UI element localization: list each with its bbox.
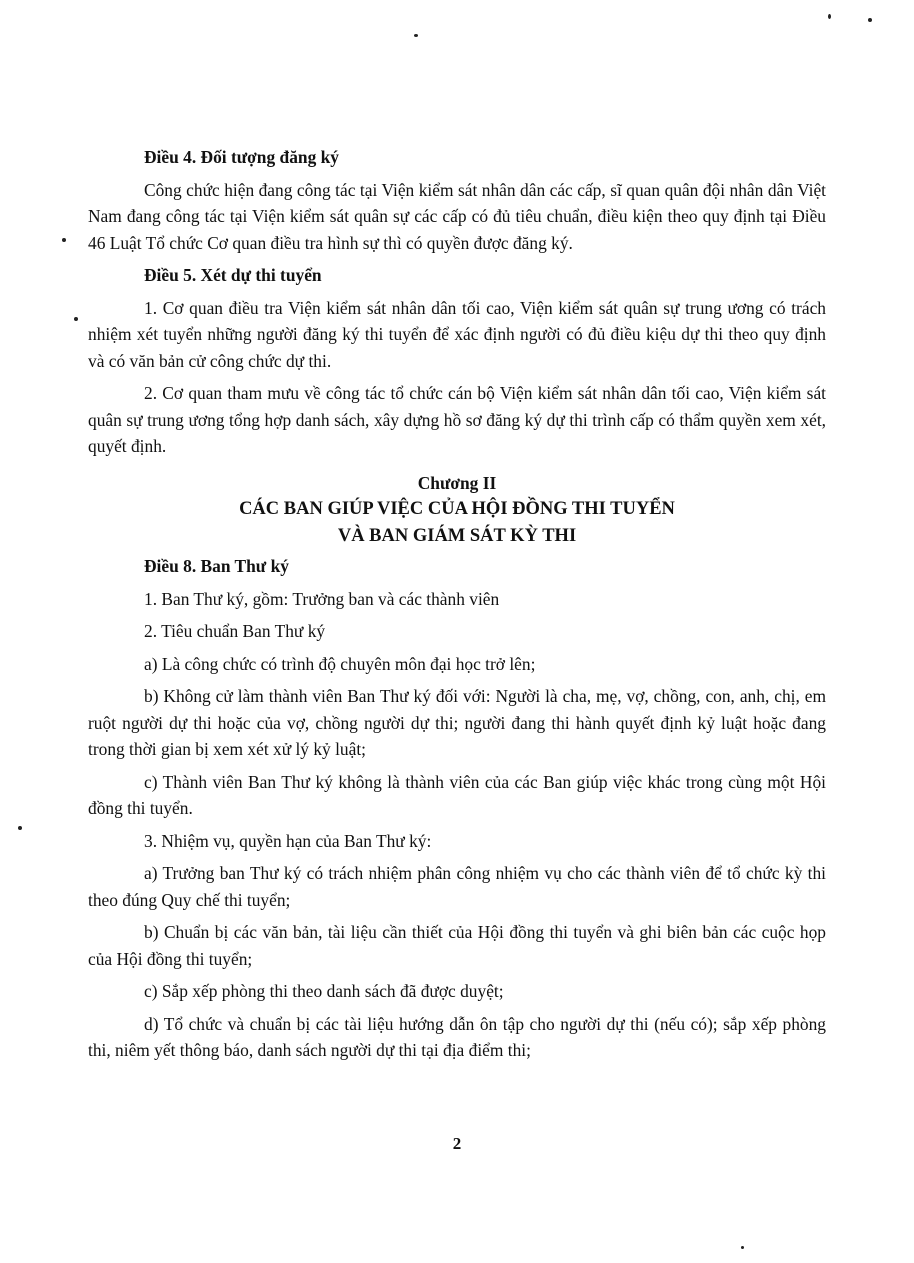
article-8-item: c) Sắp xếp phòng thi theo danh sách đã được duyệt;	[144, 981, 504, 1001]
scan-speck	[868, 18, 872, 22]
document-body	[88, 144, 826, 1070]
scan-speck	[414, 34, 418, 37]
chapter-title-line-2: VÀ BAN GIÁM SÁT KỲ THI	[337, 525, 577, 546]
article-5-item-2: 2. Cơ quan tham mưu về công tác tổ chức cán bộ Viện kiểm sát nhân dân tối cao, Viện kiểm sát quân sự trung ương tổng hợp danh sách, xây dựng hồ sơ đăng ký dự thi trình cấp có thẩm quyền xem xét, quyết định.	[88, 383, 826, 456]
chapter-number: Chương II	[417, 472, 497, 493]
article-8-item: 3. Nhiệm vụ, quyền hạn của Ban Thư ký:	[144, 830, 432, 851]
article-4-body: Công chức hiện đang công tác tại Viện kiểm sát nhân dân các cấp, sĩ quan quân đội nhân dân Việt Nam đang công tác tại Viện kiểm sát quân sự các cấp có đủ tiêu chuẩn, điều kiện theo quy định tại Điều 46 Luật Tổ chức Cơ quan điều tra hình sự thì có quyền được đăng ký.	[88, 179, 826, 253]
scan-speck	[74, 317, 78, 321]
article-8-item: 1. Ban Thư ký, gồm: Trưởng ban và các thành viên	[144, 588, 500, 609]
article-8-item: b) Không cử làm thành viên Ban Thư ký đối với: Người là cha, mẹ, vợ, chồng, con, anh, chị, em ruột người dự thi hoặc của vợ, chồng người dự thi; người đang thi hành quyết định kỷ luật hoặc đang trong thời gian bị xem xét xử lý kỷ luật;	[88, 686, 826, 759]
article-8-item: d) Tổ chức và chuẩn bị các tài liệu hướng dẫn ôn tập cho người dự thi (nếu có); sắp xếp phòng thi, niêm yết thông báo, danh sách người dự thi tại địa điểm thi;	[88, 1013, 826, 1060]
article-5-item-1: 1. Cơ quan điều tra Viện kiểm sát nhân dân tối cao, Viện kiểm sát quân sự trung ương có trách nhiệm xét tuyển những người đăng ký thi tuyển để xác định người có đủ điều kiệu dự thi theo quy định và có văn bản cử công chức dự thi.	[88, 297, 826, 371]
article-8-item: 2. Tiêu chuẩn Ban Thư ký	[144, 621, 326, 641]
scan-speck	[741, 1246, 744, 1249]
scan-speck	[18, 826, 22, 830]
article-8-item: a) Trưởng ban Thư ký có trách nhiệm phân công nhiệm vụ cho các thành viên để tổ chức kỳ thi theo đúng Quy chế thi tuyển;	[88, 863, 826, 910]
article-8-item: b) Chuẩn bị các văn bản, tài liệu cần thiết của Hội đồng thi tuyển và ghi biên bản các cuộc họp của Hội đồng thi tuyển;	[88, 922, 826, 969]
chapter-heading	[88, 470, 826, 550]
scan-speck	[62, 238, 66, 242]
article-5-title: Điều 5. Xét dự thi tuyển	[144, 265, 322, 285]
article-8-item: a) Là công chức có trình độ chuyên môn đại học trở lên;	[144, 653, 536, 674]
scan-speck	[828, 14, 831, 19]
page-number: 2	[452, 1134, 462, 1153]
article-4-title: Điều 4. Đối tượng đăng ký	[144, 147, 339, 167]
chapter-title-line-1: CÁC BAN GIÚP VIỆC CỦA HỘI ĐỒNG THI TUYỂN	[239, 499, 675, 519]
article-8-item: c) Thành viên Ban Thư ký không là thành viên của các Ban giúp việc khác trong cùng một Hội đồng thi tuyển.	[88, 771, 826, 818]
article-8-title: Điều 8. Ban Thư ký	[144, 556, 289, 576]
